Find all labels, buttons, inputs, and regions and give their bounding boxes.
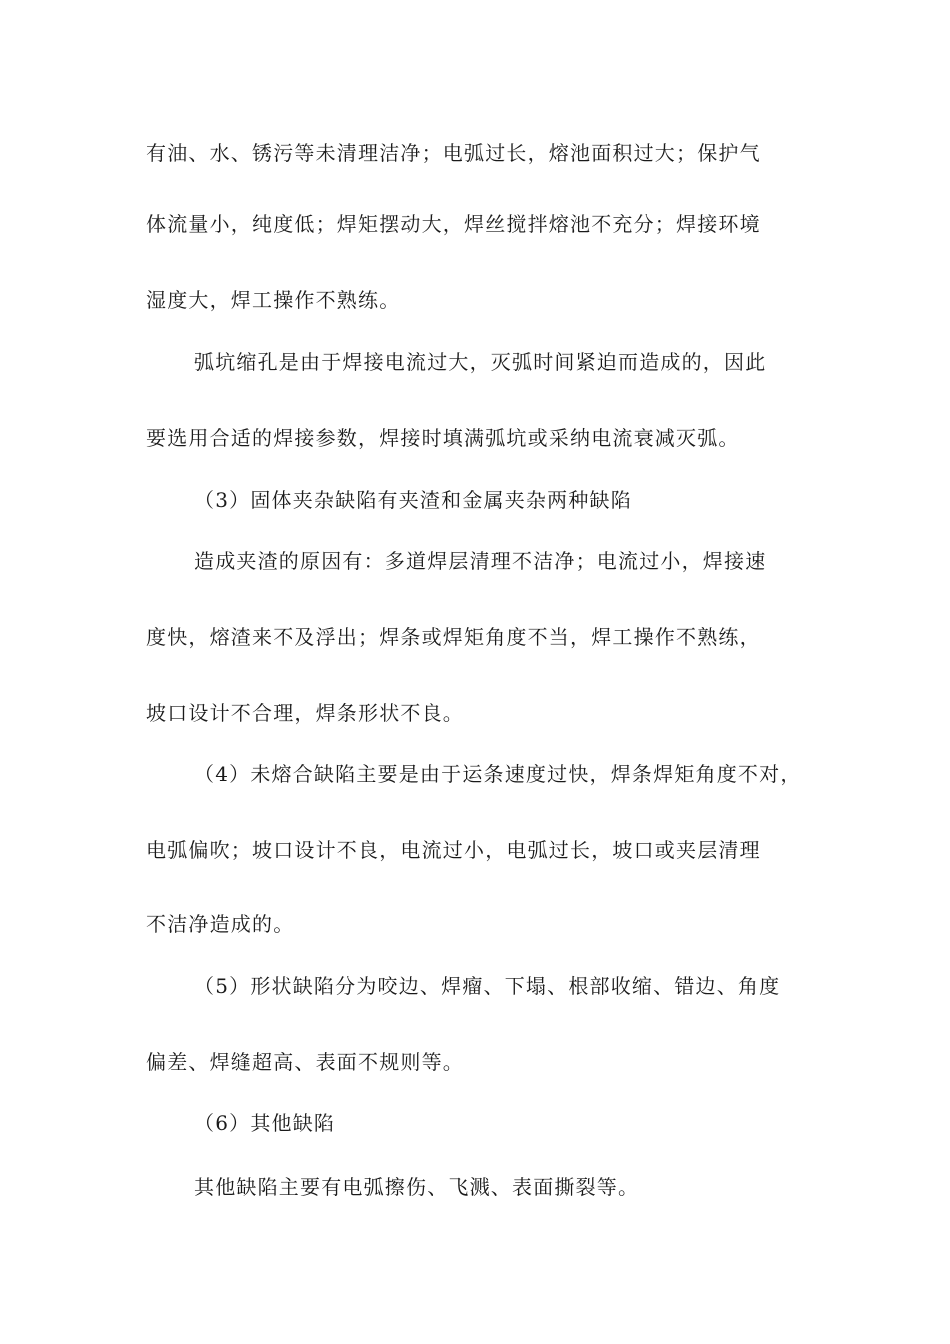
paragraph-line: 其他缺陷主要有电弧擦伤、飞溅、表面撕裂等。 bbox=[194, 1175, 640, 1199]
paragraph-line: 不洁净造成的。 bbox=[146, 912, 295, 936]
paragraph-line: 电弧偏吹；坡口设计不良，电流过小，电弧过长，坡口或夹层清理 bbox=[146, 838, 761, 862]
section-heading: （3）固体夹杂缺陷有夹渣和金属夹杂两种缺陷 bbox=[194, 488, 632, 512]
paragraph-line: （5）形状缺陷分为咬边、焊瘤、下塌、根部收缩、错边、角度 bbox=[194, 974, 781, 998]
paragraph-line: 弧坑缩孔是由于焊接电流过大，灭弧时间紧迫而造成的，因此 bbox=[194, 350, 767, 374]
paragraph-line: 度快，熔渣来不及浮出；焊条或焊矩角度不当，焊工操作不熟练， bbox=[146, 625, 761, 649]
paragraph-line: 造成夹渣的原因有：多道焊层清理不洁净；电流过小，焊接速 bbox=[194, 549, 767, 573]
paragraph-line: 有油、水、锈污等未清理洁净；电弧过长，熔池面积过大；保护气 bbox=[146, 141, 761, 165]
paragraph-line: 坡口设计不合理，焊条形状不良。 bbox=[146, 701, 464, 725]
paragraph-line: 湿度大，焊工操作不熟练。 bbox=[146, 288, 401, 312]
paragraph-line: 要选用合适的焊接参数，焊接时填满弧坑或采纳电流衰减灭弧。 bbox=[146, 426, 740, 450]
section-heading: （6）其他缺陷 bbox=[194, 1111, 336, 1135]
paragraph-line: 偏差、焊缝超高、表面不规则等。 bbox=[146, 1050, 464, 1074]
paragraph-line: 体流量小，纯度低；焊矩摆动大，焊丝搅拌熔池不充分；焊接环境 bbox=[146, 212, 761, 236]
paragraph-line: （4）未熔合缺陷主要是由于运条速度过快，焊条焊矩角度不对， bbox=[194, 762, 802, 786]
